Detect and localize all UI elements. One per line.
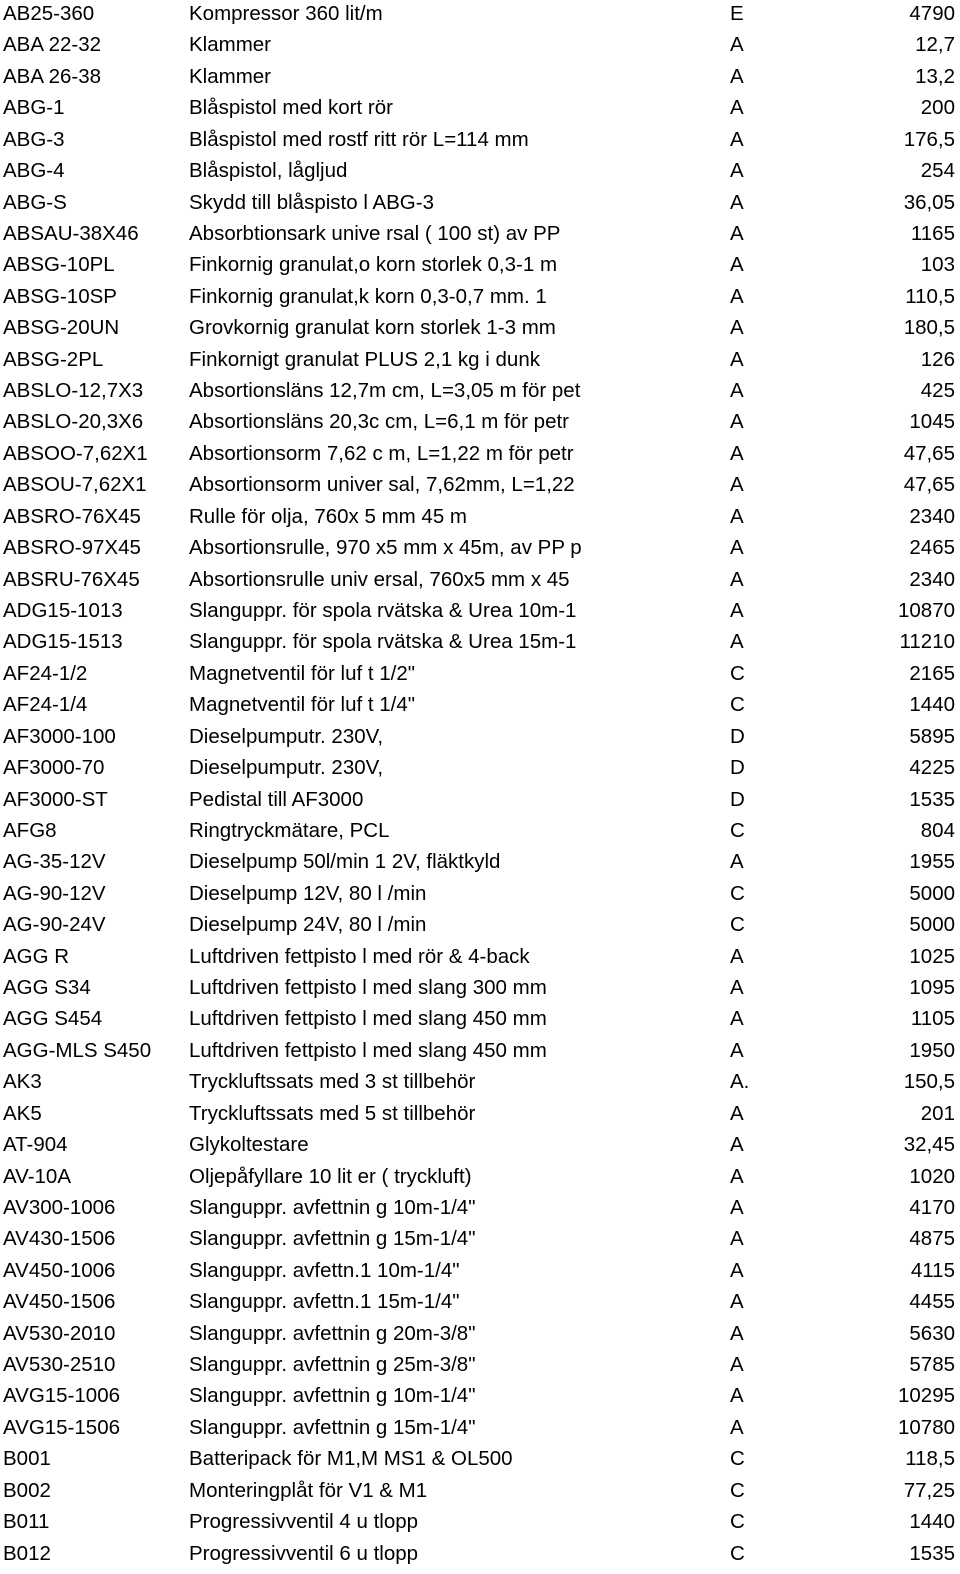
item-price: 47,65 xyxy=(903,441,955,465)
item-price: 201 xyxy=(920,1101,955,1125)
item-category: A xyxy=(730,441,744,465)
item-code: AG-90-12V xyxy=(3,881,106,905)
item-price: 5000 xyxy=(909,881,955,905)
item-code: ABG-S xyxy=(3,190,67,214)
item-description: Dieselpumputr. 230V, xyxy=(189,724,384,748)
item-category: A xyxy=(730,347,744,371)
item-description: Dieselpump 50l/min 1 2V, fläktkyld xyxy=(189,850,501,874)
item-description: Slanguppr. avfettnin g 10m-1/4" xyxy=(189,1384,476,1408)
item-category: A xyxy=(730,221,744,245)
table-row xyxy=(0,124,960,155)
item-category: A xyxy=(730,1227,744,1251)
item-description: Dieselpumputr. 230V, xyxy=(189,756,384,780)
item-price: 1955 xyxy=(909,850,955,874)
item-price: 126 xyxy=(920,347,955,371)
table-row xyxy=(0,1192,960,1223)
item-description: Blåspistol, lågljud xyxy=(189,159,348,183)
item-code: AV450-1006 xyxy=(3,1258,116,1282)
table-row xyxy=(0,1506,960,1537)
table-row xyxy=(0,878,960,909)
table-row xyxy=(0,846,960,877)
table-row xyxy=(0,61,960,92)
item-description: Luftdriven fettpisto l med slang 300 mm xyxy=(189,976,547,1000)
item-code: AK3 xyxy=(3,1070,42,1094)
item-category: A xyxy=(730,473,744,497)
item-category: A xyxy=(730,159,744,183)
item-price: 118,5 xyxy=(905,1447,955,1471)
item-code: AK5 xyxy=(3,1101,42,1125)
item-category: A xyxy=(730,630,744,654)
item-code: AGG-MLS S450 xyxy=(3,1038,152,1062)
item-code: ABG-1 xyxy=(3,96,65,120)
item-code: AV300-1006 xyxy=(3,1195,116,1219)
table-row xyxy=(0,1066,960,1097)
table-row xyxy=(0,1412,960,1443)
item-description: Finkornig granulat,k korn 0,3-0,7 mm. 1 xyxy=(189,284,547,308)
item-category: A xyxy=(730,976,744,1000)
item-category: A xyxy=(730,253,744,277)
item-category: A xyxy=(730,1353,744,1377)
item-description: Oljepåfyllare 10 lit er ( tryckluft) xyxy=(189,1164,472,1188)
item-price: 2465 xyxy=(909,536,955,560)
item-code: B002 xyxy=(3,1478,51,1502)
table-row xyxy=(0,1161,960,1192)
item-description: Absortionsrulle, 970 x5 mm x 45m, av PP p xyxy=(189,536,582,560)
table-row xyxy=(0,1286,960,1317)
item-price: 1950 xyxy=(909,1038,955,1062)
item-price: 2165 xyxy=(909,661,955,685)
item-price: 1020 xyxy=(909,1164,955,1188)
item-price: 5895 xyxy=(909,724,955,748)
item-price: 110,5 xyxy=(905,284,955,308)
item-code: ABSG-10SP xyxy=(3,284,117,308)
item-code: AV530-2010 xyxy=(3,1321,116,1345)
item-price: 4225 xyxy=(909,756,955,780)
item-description: Slanguppr. avfettn.1 10m-1/4" xyxy=(189,1258,460,1282)
item-code: ABA 22-32 xyxy=(3,33,102,57)
item-category: C xyxy=(730,693,745,717)
table-row xyxy=(0,249,960,280)
item-description: Absortionsrulle univ ersal, 760x5 mm x 45 xyxy=(189,567,570,591)
item-category: A xyxy=(730,1321,744,1345)
table-row xyxy=(0,941,960,972)
table-row xyxy=(0,532,960,563)
table-row xyxy=(0,972,960,1003)
item-category: A xyxy=(730,33,744,57)
item-description: Absortionsläns 20,3c cm, L=6,1 m för petr xyxy=(189,410,570,434)
item-code: ADG15-1513 xyxy=(3,630,123,654)
table-row xyxy=(0,187,960,218)
item-description: Slanguppr. avfettn.1 15m-1/4" xyxy=(189,1290,460,1314)
table-row xyxy=(0,406,960,437)
item-code: ABSG-2PL xyxy=(3,347,104,371)
table-row xyxy=(0,92,960,123)
item-category: A xyxy=(730,127,744,151)
item-description: Luftdriven fettpisto l med rör & 4-back xyxy=(189,944,530,968)
item-code: AGG S454 xyxy=(3,1007,103,1031)
item-category: A xyxy=(730,96,744,120)
item-code: AB25-360 xyxy=(3,2,95,25)
item-code: ABSG-20UN xyxy=(3,316,120,340)
item-price: 12,7 xyxy=(915,33,955,57)
item-price: 77,25 xyxy=(903,1478,955,1502)
item-code: ADG15-1013 xyxy=(3,598,123,622)
item-price: 1095 xyxy=(909,976,955,1000)
item-code: AF24-1/2 xyxy=(3,661,88,685)
table-row xyxy=(0,1098,960,1129)
table-row xyxy=(0,815,960,846)
item-price: 176,5 xyxy=(903,127,955,151)
table-row xyxy=(0,1443,960,1474)
table-row xyxy=(0,1129,960,1160)
item-description: Monteringplåt för V1 & M1 xyxy=(189,1478,428,1502)
item-price: 1105 xyxy=(910,1007,955,1031)
table-row xyxy=(0,312,960,343)
item-code: AVG15-1006 xyxy=(3,1384,121,1408)
item-description: Magnetventil för luf t 1/2" xyxy=(189,661,416,685)
item-price: 1440 xyxy=(909,1510,955,1534)
table-row xyxy=(0,1003,960,1034)
item-code: ABSOO-7,62X1 xyxy=(3,441,148,465)
table-row xyxy=(0,626,960,657)
item-category: A xyxy=(730,1258,744,1282)
item-code: AG-90-24V xyxy=(3,913,106,937)
item-code: B001 xyxy=(3,1447,51,1471)
item-category: A xyxy=(730,1384,744,1408)
item-code: AF3000-70 xyxy=(3,756,105,780)
item-price: 10780 xyxy=(897,1415,955,1439)
table-row xyxy=(0,1380,960,1411)
item-price: 10295 xyxy=(897,1384,955,1408)
item-price: 13,2 xyxy=(915,64,955,88)
table-row xyxy=(0,1035,960,1066)
item-description: Skydd till blåspisto l ABG-3 xyxy=(189,190,434,214)
table-row xyxy=(0,564,960,595)
item-code: ABG-4 xyxy=(3,159,65,183)
item-category: A xyxy=(730,1007,744,1031)
item-code: ABSOU-7,62X1 xyxy=(3,473,147,497)
item-description: Absortionsorm 7,62 c m, L=1,22 m för petr xyxy=(189,441,574,465)
table-row xyxy=(0,0,960,29)
item-category: A xyxy=(730,1133,744,1157)
item-price: 1165 xyxy=(910,221,955,245)
item-price: 150,5 xyxy=(903,1070,955,1094)
item-category: C xyxy=(730,1478,745,1502)
item-price: 4170 xyxy=(909,1195,955,1219)
item-price: 103 xyxy=(920,253,955,277)
item-price: 1440 xyxy=(909,693,955,717)
item-category: A xyxy=(730,1195,744,1219)
item-code: ABSRO-97X45 xyxy=(3,536,141,560)
item-price: 1535 xyxy=(909,1541,955,1565)
item-category: A xyxy=(730,1038,744,1062)
item-description: Progressivventil 4 u tlopp xyxy=(189,1510,419,1534)
item-description: Absorbtionsark unive rsal ( 100 st) av PP xyxy=(189,221,561,245)
item-description: Slanguppr. avfettnin g 15m-1/4" xyxy=(189,1227,476,1251)
item-code: AT-904 xyxy=(3,1133,68,1157)
item-price: 254 xyxy=(920,159,955,183)
item-category: C xyxy=(730,818,745,842)
item-category: A xyxy=(730,598,744,622)
item-description: Slanguppr. avfettnin g 15m-1/4" xyxy=(189,1415,476,1439)
item-description: Dieselpump 12V, 80 l /min xyxy=(189,881,427,905)
item-price: 10870 xyxy=(897,598,955,622)
item-code: AV450-1506 xyxy=(3,1290,116,1314)
item-price: 5630 xyxy=(909,1321,955,1345)
item-description: Tryckluftssats med 3 st tillbehör xyxy=(189,1070,476,1094)
table-row xyxy=(0,438,960,469)
item-code: ABSG-10PL xyxy=(3,253,115,277)
item-category: C xyxy=(730,913,745,937)
item-category: A xyxy=(730,567,744,591)
item-description: Absortionsorm univer sal, 7,62mm, L=1,22 xyxy=(189,473,575,497)
item-price: 5000 xyxy=(909,913,955,937)
item-description: Slanguppr. avfettnin g 25m-3/8" xyxy=(189,1353,476,1377)
item-description: Pedistal till AF3000 xyxy=(189,787,364,811)
item-category: C xyxy=(730,881,745,905)
item-code: ABA 26-38 xyxy=(3,64,102,88)
item-code: AG-35-12V xyxy=(3,850,106,874)
item-description: Grovkornig granulat korn storlek 1-3 mm xyxy=(189,316,556,340)
item-description: Klammer xyxy=(189,64,272,88)
item-category: E xyxy=(730,2,744,25)
item-description: Glykoltestare xyxy=(189,1133,309,1157)
table-row xyxy=(0,1223,960,1254)
item-code: AF24-1/4 xyxy=(3,693,88,717)
item-price: 1025 xyxy=(909,944,955,968)
item-category: D xyxy=(730,756,745,780)
table-row xyxy=(0,281,960,312)
item-price: 4875 xyxy=(909,1227,955,1251)
item-description: Absortionsläns 12,7m cm, L=3,05 m för pet xyxy=(189,379,581,403)
item-description: Finkornig granulat,o korn storlek 0,3-1 m xyxy=(189,253,558,277)
item-description: Slanguppr. avfettnin g 20m-3/8" xyxy=(189,1321,476,1345)
item-description: Ringtryckmätare, PCL xyxy=(189,818,390,842)
item-description: Klammer xyxy=(189,33,272,57)
item-category: A. xyxy=(730,1070,750,1094)
item-code: ABSAU-38X46 xyxy=(3,221,139,245)
item-code: AV430-1506 xyxy=(3,1227,116,1251)
item-code: AGG S34 xyxy=(3,976,91,1000)
item-code: B012 xyxy=(3,1541,51,1565)
item-price: 200 xyxy=(920,96,955,120)
item-price: 32,45 xyxy=(903,1133,955,1157)
item-code: ABSLO-20,3X6 xyxy=(3,410,144,434)
item-category: A xyxy=(730,504,744,528)
table-row xyxy=(0,344,960,375)
item-category: A xyxy=(730,190,744,214)
item-category: A xyxy=(730,944,744,968)
item-price: 1535 xyxy=(909,787,955,811)
item-description: Slanguppr. avfettnin g 10m-1/4" xyxy=(189,1195,476,1219)
item-category: A xyxy=(730,1101,744,1125)
item-price: 11210 xyxy=(899,630,955,654)
item-category: A xyxy=(730,1164,744,1188)
item-code: AF3000-ST xyxy=(3,787,108,811)
table-row xyxy=(0,1318,960,1349)
item-category: A xyxy=(730,410,744,434)
item-code: AVG15-1506 xyxy=(3,1415,121,1439)
item-code: ABSLO-12,7X3 xyxy=(3,379,144,403)
item-code: AF3000-100 xyxy=(3,724,116,748)
item-category: D xyxy=(730,787,745,811)
item-category: C xyxy=(730,1541,745,1565)
table-row xyxy=(0,501,960,532)
item-price: 804 xyxy=(920,818,955,842)
item-description: Blåspistol med rostf ritt rör L=114 mm xyxy=(189,127,529,151)
item-category: A xyxy=(730,284,744,308)
item-price: 1045 xyxy=(909,410,955,434)
item-category: C xyxy=(730,661,745,685)
item-category: A xyxy=(730,64,744,88)
item-price: 4115 xyxy=(910,1258,955,1282)
item-price: 47,65 xyxy=(903,473,955,497)
table-row xyxy=(0,784,960,815)
item-category: A xyxy=(730,850,744,874)
item-description: Tryckluftssats med 5 st tillbehör xyxy=(189,1101,476,1125)
item-price: 5785 xyxy=(909,1353,955,1377)
item-category: C xyxy=(730,1447,745,1471)
item-price: 4455 xyxy=(909,1290,955,1314)
table-row xyxy=(0,752,960,783)
table-row xyxy=(0,1475,960,1506)
item-category: A xyxy=(730,316,744,340)
item-description: Finkornigt granulat PLUS 2,1 kg i dunk xyxy=(189,347,540,371)
table-row xyxy=(0,721,960,752)
item-description: Blåspistol med kort rör xyxy=(189,96,393,120)
item-description: Batteripack för M1,M MS1 & OL500 xyxy=(189,1447,513,1471)
item-description: Luftdriven fettpisto l med slang 450 mm xyxy=(189,1038,547,1062)
table-row xyxy=(0,1538,960,1569)
item-price: 36,05 xyxy=(903,190,955,214)
item-description: Rulle för olja, 760x 5 mm 45 m xyxy=(189,504,468,528)
table-row xyxy=(0,155,960,186)
item-description: Magnetventil för luf t 1/4" xyxy=(189,693,416,717)
item-price: 425 xyxy=(920,379,955,403)
item-description: Luftdriven fettpisto l med slang 450 mm xyxy=(189,1007,547,1031)
table-row xyxy=(0,469,960,500)
table-row xyxy=(0,658,960,689)
item-code: AV530-2510 xyxy=(3,1353,116,1377)
item-price: 4790 xyxy=(909,2,955,25)
item-category: A xyxy=(730,536,744,560)
item-description: Dieselpump 24V, 80 l /min xyxy=(189,913,427,937)
item-code: B011 xyxy=(3,1510,50,1534)
item-code: ABSRU-76X45 xyxy=(3,567,140,591)
item-code: AV-10A xyxy=(3,1164,71,1188)
item-code: AFG8 xyxy=(3,818,57,842)
table-row xyxy=(0,689,960,720)
item-description: Progressivventil 6 u tlopp xyxy=(189,1541,419,1565)
item-description: Slanguppr. för spola rvätska & Urea 10m-1 xyxy=(189,598,577,622)
item-price: 180,5 xyxy=(903,316,955,340)
item-code: ABSRO-76X45 xyxy=(3,504,141,528)
item-code: ABG-3 xyxy=(3,127,65,151)
table-row xyxy=(0,218,960,249)
table-row xyxy=(0,1349,960,1380)
item-category: D xyxy=(730,724,745,748)
table-row xyxy=(0,909,960,940)
item-description: Slanguppr. för spola rvätska & Urea 15m-1 xyxy=(189,630,577,654)
table-row xyxy=(0,29,960,60)
item-price: 2340 xyxy=(909,504,955,528)
item-category: A xyxy=(730,1415,744,1439)
item-description: Kompressor 360 lit/m xyxy=(189,2,383,25)
table-row xyxy=(0,375,960,406)
table-row xyxy=(0,1255,960,1286)
item-category: C xyxy=(730,1510,745,1534)
item-category: A xyxy=(730,1290,744,1314)
item-category: A xyxy=(730,379,744,403)
item-price: 2340 xyxy=(909,567,955,591)
table-row xyxy=(0,595,960,626)
item-code: AGG R xyxy=(3,944,70,968)
